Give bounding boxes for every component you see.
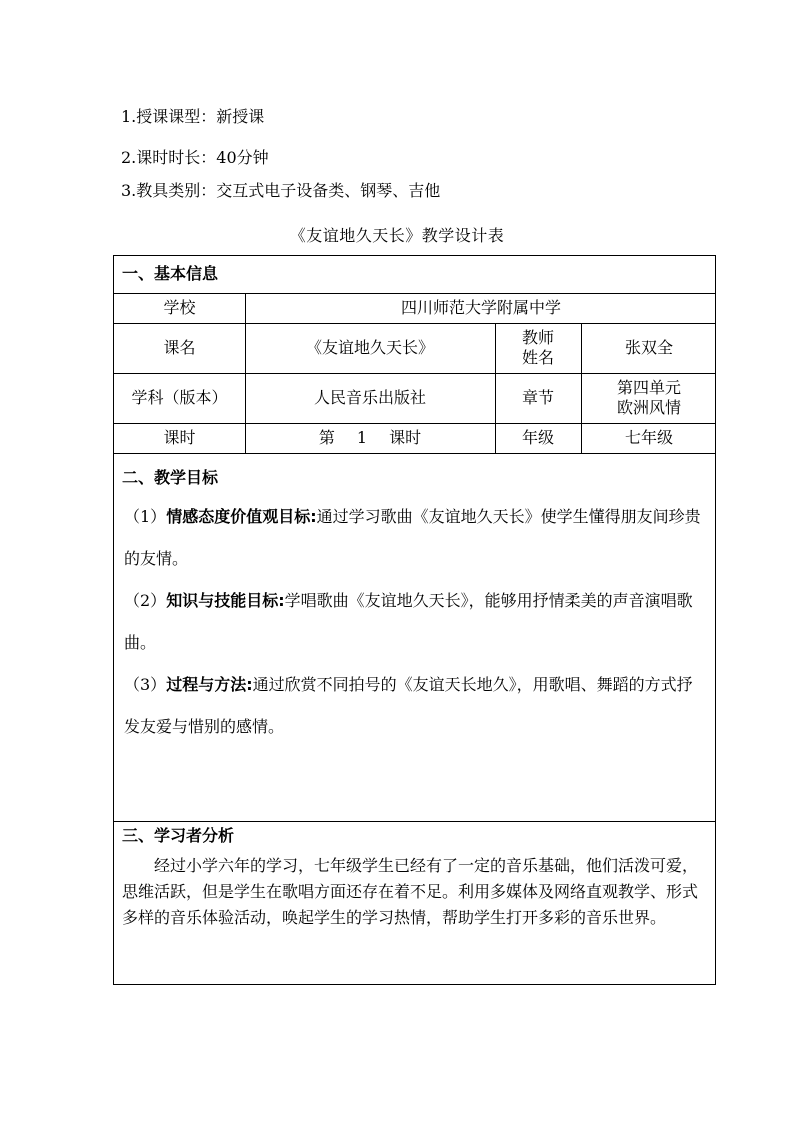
teaching-tools-label: 3.教具类别： bbox=[121, 181, 217, 200]
objective-text: 通过学习歌曲《友谊地久天长》使学生懂得朋友间珍贵的友情。 bbox=[124, 507, 701, 568]
objective-index: （1） bbox=[124, 507, 167, 526]
chapter-label: 章节 bbox=[521, 388, 554, 407]
period-value bbox=[245, 423, 495, 453]
teacher-label-line1: 教师 bbox=[521, 328, 554, 347]
chapter-value-line1: 第四单元 bbox=[616, 378, 681, 397]
teacher-label bbox=[495, 323, 581, 373]
divider bbox=[114, 821, 715, 822]
objective-item bbox=[124, 664, 707, 748]
objective-index: （3） bbox=[124, 675, 167, 694]
lesson-type-line bbox=[121, 107, 264, 127]
objective-heading: 过程与方法: bbox=[166, 675, 253, 694]
objective-text: 通过欣赏不同拍号的《友谊天长地久》，用歌唱、舞蹈的方式抒发友爱与惜别的感情。 bbox=[124, 675, 693, 736]
lesson-duration-label: 2.课时时长： bbox=[121, 148, 217, 167]
period-label: 课时 bbox=[163, 428, 196, 447]
teacher-label-line2: 姓名 bbox=[521, 348, 554, 367]
teaching-tools-line bbox=[121, 181, 440, 201]
objective-text: 学唱歌曲《友谊地久天长》，能够用抒情柔美的声音演唱歌曲。 bbox=[124, 591, 693, 652]
learner-analysis-text: 经过小学六年的学习，七年级学生已经有了一定的音乐基础，他们活泼可爱，思维活跃，但是学生在歌唱方面还存在着不足。利用多媒体及网络直观教学、形式多样的音乐体验活动，唤起学生的学习热情，帮助学生打开多彩的音乐世界。 bbox=[122, 856, 699, 927]
school-label: 学校 bbox=[163, 298, 196, 317]
lesson-duration-line bbox=[121, 148, 269, 168]
teacher-value: 张双全 bbox=[624, 338, 673, 357]
period-suffix: 课时 bbox=[389, 428, 422, 447]
teaching-tools-value: 交互式电子设备类、钢琴、吉他 bbox=[216, 181, 441, 200]
lesson-duration-value: 40分钟 bbox=[216, 148, 269, 167]
course-value: 《友谊地久天长》 bbox=[305, 338, 434, 357]
course-label: 课名 bbox=[163, 338, 196, 357]
section-objectives-title: 二、教学目标 bbox=[122, 468, 219, 487]
objective-index: （2） bbox=[124, 591, 167, 610]
objective-item bbox=[124, 580, 707, 664]
grade-value: 七年级 bbox=[624, 428, 673, 447]
school-value: 四川师范大学附属中学 bbox=[400, 298, 561, 317]
grade-label: 年级 bbox=[521, 428, 554, 447]
subject-value: 人民音乐出版社 bbox=[313, 388, 426, 407]
section-basic-info-title: 一、基本信息 bbox=[122, 264, 219, 283]
section-learner-analysis-title: 三、学习者分析 bbox=[122, 826, 235, 845]
objective-item bbox=[124, 496, 707, 580]
chapter-value-line2: 欧洲风情 bbox=[616, 398, 681, 417]
period-number: 1 bbox=[356, 428, 368, 447]
lesson-type-value: 新授课 bbox=[216, 107, 265, 126]
period-prefix: 第 bbox=[318, 428, 335, 447]
divider bbox=[114, 453, 715, 454]
document-title: 《友谊地久天长》教学设计表 bbox=[289, 226, 505, 245]
design-table bbox=[113, 255, 716, 985]
chapter-value bbox=[581, 373, 717, 423]
subject-label: 学科（版本） bbox=[131, 388, 228, 407]
objective-heading: 知识与技能目标: bbox=[166, 591, 285, 610]
lesson-type-label: 1.授课课型： bbox=[121, 107, 217, 126]
objective-heading: 情感态度价值观目标: bbox=[166, 507, 317, 526]
